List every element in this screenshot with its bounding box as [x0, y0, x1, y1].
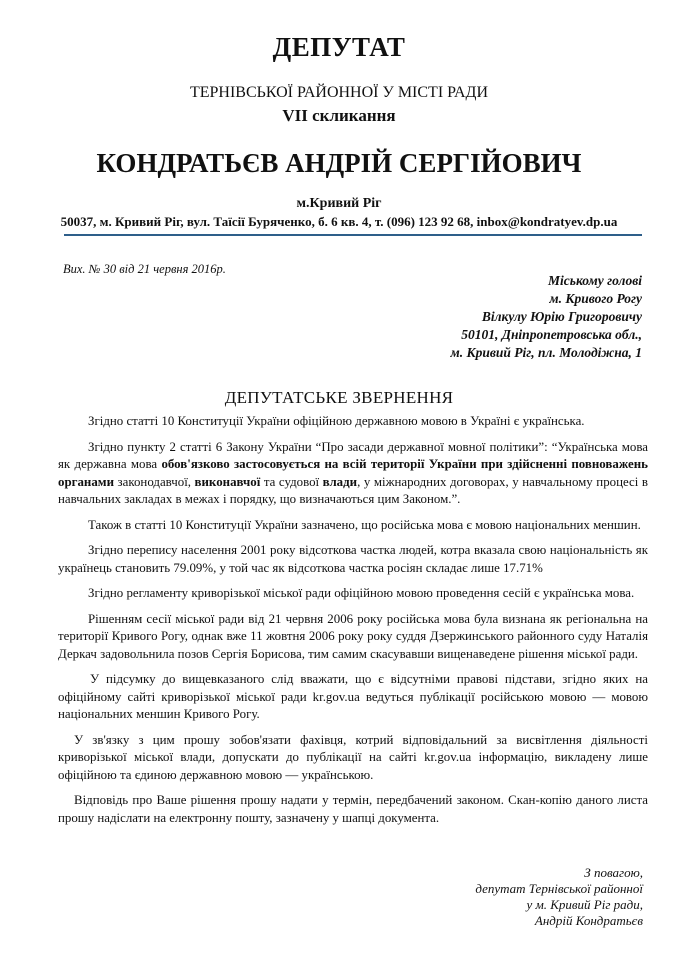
paragraph-text: та судової — [260, 474, 323, 489]
header-city: м.Кривий Ріг — [296, 196, 382, 211]
signature-block — [475, 865, 643, 929]
header-deputy-name: КОНДРАТЬЄВ АНДРІЙ СЕРГІЙОВИЧ — [96, 148, 582, 178]
header-divider — [64, 234, 642, 236]
body-paragraph: Також в статті 10 Конституції України зазначено, що російська мова є мовою національних меншин. — [88, 517, 641, 532]
recipient-line: Вілкулу Юрію Григоровичу — [481, 309, 642, 324]
header-title: ДЕПУТАТ — [272, 32, 406, 62]
paragraph-text: Згідно пункту 2 статті 6 Закону України “Про засади державної мовної політики”: “Українська мова як державна мова — [58, 439, 648, 471]
paragraph-text: законодавчої, — [114, 474, 195, 489]
signature-line: Андрій Кондратьєв — [534, 913, 643, 928]
letter-body — [58, 413, 648, 835]
header-address: 50037, м. Кривий Ріг, вул. Таїсії Буряченко, б. 6 кв. 4, т. (096) 123 92 68, inbox@kondratyev.dp.ua — [60, 214, 618, 229]
outgoing-number: Вих. № 30 від 21 червня 2016р. — [63, 262, 226, 276]
paragraph-emphasis: влади — [322, 474, 358, 489]
body-paragraph: Відповідь про Ваше рішення прошу надати у термін, передбачений законом. Скан-копію даного листа прошу надіслати на електронну пошту, зазначену у шапці документа. — [58, 793, 648, 825]
body-paragraph: Рішенням сесії міської ради від 21 червня 2006 року російська мова була визнана як регіональна на території Кривого Рогу, однак вже 11 жовтня 2006 року року суддя Дзержинського районного суду Наталія Деркач задовольнила позов Сергія Борисова, тим самим скасувавши вищенаведене рішення міської ради. — [58, 611, 648, 661]
paragraph-text: , у міжнародних договорах, у навчальному процесі в навчальних закладах в межах і порядку, що визначаються цим Законом.”. — [58, 474, 648, 506]
body-paragraph: Згідно перепису населення 2001 року відсоткова частка людей, котра вказала свою національність як українець становить 79.09%, у той час як відсоткова частка росіян складає лише 17.71% — [58, 543, 648, 575]
body-paragraph: У зв'язку з цим прошу зобов'язати фахівця, котрий відповідальний за висвітлення діяльності криворізької міської влади, допускати до публікації на сайті kr.gov.ua інформацію, викладену лише офіційною та єдиною державною мовою — українською. — [58, 732, 648, 782]
header-convocation: VII скликання — [282, 106, 396, 125]
body-paragraph — [58, 439, 648, 509]
signature-line: депутат Тернівської районної — [475, 881, 643, 896]
body-paragraph: Згідно статті 10 Конституції України офіційною державною мовою в Україні є українська. — [88, 414, 585, 428]
recipient-line: м. Кривий Ріг, пл. Молодіжна, 1 — [450, 345, 642, 360]
paragraph-emphasis: виконавчої — [194, 474, 261, 489]
body-paragraph: Згідно регламенту криворізької міської ради офіційною мовою проведення сесій є українська мова. — [88, 586, 635, 600]
recipient-block — [450, 272, 642, 362]
recipient-line: м. Кривого Рогу — [549, 291, 642, 306]
paragraph-emphasis: обов'язково застосовується на всій території України при здійсненні повноважень органами — [58, 457, 648, 489]
recipient-line: 50101, Дніпропетровська обл., — [461, 327, 642, 342]
signature-line: у м. Кривий Ріг ради, — [526, 897, 643, 912]
signature-line: З повагою, — [584, 865, 643, 880]
document-title: ДЕПУТАТСЬКЕ ЗВЕРНЕННЯ — [224, 388, 454, 407]
recipient-line: Міському голові — [548, 273, 642, 288]
header-council: ТЕРНІВСЬКОЇ РАЙОННОЇ У МІСТІ РАДИ — [189, 84, 489, 101]
body-paragraph: У підсумку до вищевказаного слід вважати, що є відсутніми правові підстави, згідно яких на офіційному сайті криворізької міської ради kr.gov.ua ведуться публікації російською мовою — мовою національних меншин Кривого Рогу. — [58, 672, 648, 721]
